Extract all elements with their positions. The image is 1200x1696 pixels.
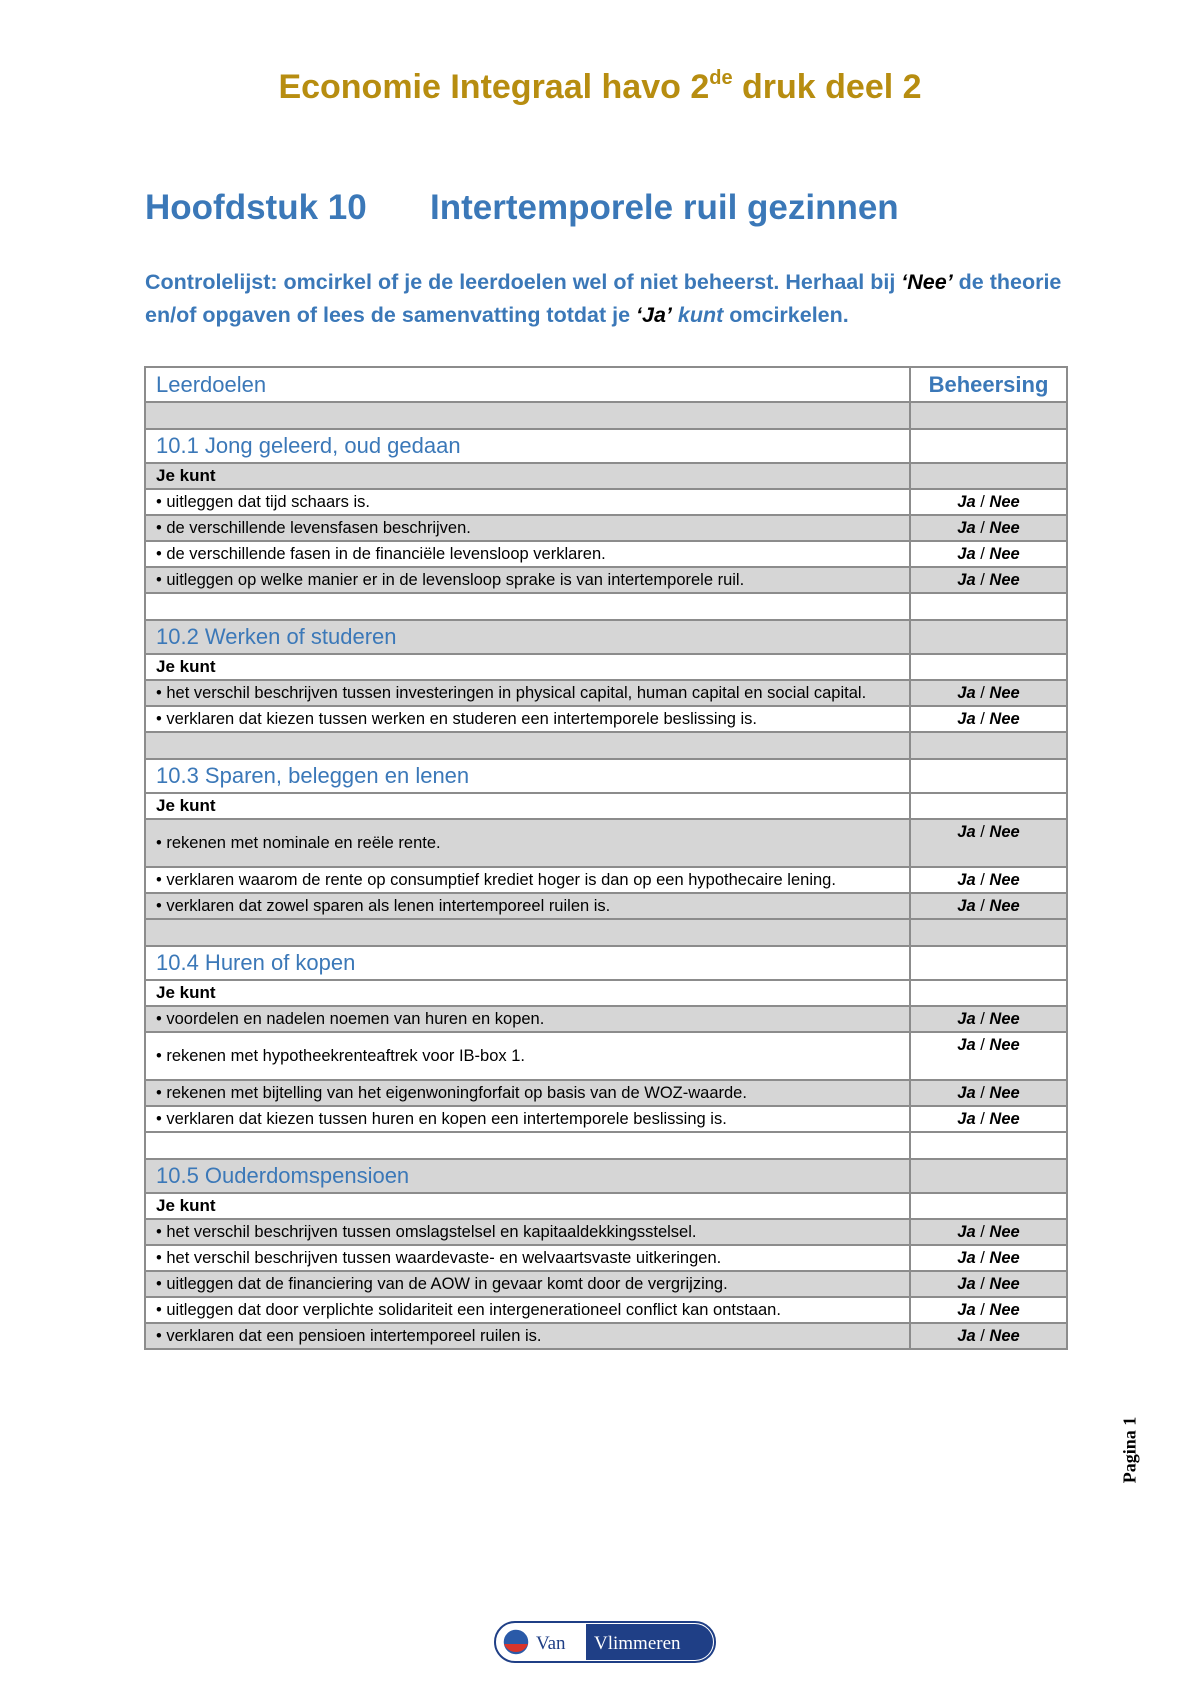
goal-text: • verklaren dat kiezen tussen huren en kopen een intertemporele beslissing is. (156, 1110, 727, 1128)
goal-row (145, 515, 1067, 541)
goal-text: • rekenen met hypotheekrenteaftrek voor IB-box 1. (156, 1047, 525, 1065)
answer-nee[interactable]: Nee (989, 545, 1020, 563)
goal-row (145, 1032, 1067, 1080)
subheading-mastery-cell (910, 463, 1067, 489)
goal-text-cell (145, 706, 910, 732)
spacer-row (145, 593, 1067, 620)
section-mastery-cell (910, 759, 1067, 793)
table-header-row (145, 367, 1067, 402)
intro-paragraph (145, 266, 1075, 332)
goal-text-cell (145, 1032, 910, 1080)
answer-ja[interactable]: Ja (957, 1301, 976, 1319)
goal-text: • de verschillende levensfasen beschrijven. (156, 519, 471, 537)
answer-ja[interactable]: Ja (957, 1249, 976, 1267)
answer-separator: / (975, 684, 990, 702)
mastery-answer[interactable] (910, 1032, 1067, 1080)
goal-row (145, 1297, 1067, 1323)
mastery-answer[interactable] (910, 1323, 1067, 1349)
spacer-cell (910, 402, 1067, 429)
goal-row (145, 1219, 1067, 1245)
answer-separator: / (975, 1223, 990, 1241)
mastery-answer[interactable] (910, 1080, 1067, 1106)
answer-nee[interactable]: Nee (989, 1327, 1020, 1345)
subheading-mastery-cell (910, 654, 1067, 680)
section-mastery-cell (910, 620, 1067, 654)
subheading-je-kunt: Je kunt (145, 1193, 910, 1219)
answer-nee[interactable]: Nee (989, 1301, 1020, 1319)
mastery-answer[interactable] (910, 1271, 1067, 1297)
subheading-je-kunt: Je kunt (145, 793, 910, 819)
answer-ja[interactable]: Ja (957, 871, 976, 889)
intro-text-2: de theorie en/of opgaven of lees de samenvatting totdat je (145, 270, 1062, 327)
logo-text-van: Van (536, 1633, 566, 1654)
goal-row (145, 706, 1067, 732)
spacer-cell (910, 732, 1067, 759)
subheading-row (145, 793, 1067, 819)
goal-row (145, 1006, 1067, 1032)
goal-text: • rekenen met nominale en reële rente. (156, 834, 441, 852)
mastery-answer[interactable] (910, 893, 1067, 919)
answer-nee[interactable]: Nee (989, 1084, 1020, 1102)
answer-nee[interactable]: Nee (989, 1036, 1020, 1054)
mastery-answer[interactable] (910, 867, 1067, 893)
answer-nee[interactable]: Nee (989, 1275, 1020, 1293)
mastery-answer[interactable] (910, 1006, 1067, 1032)
chapter-number: Hoofdstuk 10 (145, 188, 367, 227)
mastery-answer[interactable] (910, 706, 1067, 732)
goal-text-cell (145, 1271, 910, 1297)
answer-nee[interactable]: Nee (989, 710, 1020, 728)
intro-ja: ‘Ja’ (636, 303, 672, 327)
answer-nee[interactable]: Nee (989, 1010, 1020, 1028)
answer-nee[interactable]: Nee (989, 571, 1020, 589)
title-main: Economie Integraal havo 2 (278, 68, 710, 106)
section-title: 10.4 Huren of kopen (145, 946, 910, 980)
goal-text-cell (145, 1245, 910, 1271)
answer-ja[interactable]: Ja (957, 1084, 976, 1102)
page-number: Pagina 1 (1119, 1416, 1140, 1484)
subheading-mastery-cell (910, 980, 1067, 1006)
subheading-row (145, 654, 1067, 680)
section-title: 10.2 Werken of studeren (145, 620, 910, 654)
goal-row (145, 893, 1067, 919)
answer-separator: / (975, 710, 990, 728)
goal-text: • rekenen met bijtelling van het eigenwoningforfait op basis van de WOZ-waarde. (156, 1084, 747, 1102)
goal-text-cell (145, 541, 910, 567)
section-row (145, 759, 1067, 793)
section-mastery-cell (910, 1159, 1067, 1193)
chapter-title: Intertemporele ruil gezinnen (430, 188, 899, 227)
mastery-answer[interactable] (910, 567, 1067, 593)
intro-text-4: omcirkelen. (723, 303, 849, 327)
section-row (145, 1159, 1067, 1193)
goal-row (145, 567, 1067, 593)
answer-ja[interactable]: Ja (957, 684, 976, 702)
spacer-cell (910, 1132, 1067, 1159)
answer-nee[interactable]: Nee (989, 1110, 1020, 1128)
goal-text-cell (145, 515, 910, 541)
answer-ja[interactable]: Ja (957, 545, 976, 563)
subheading-je-kunt: Je kunt (145, 980, 910, 1006)
answer-separator: / (975, 871, 990, 889)
answer-nee[interactable]: Nee (989, 823, 1020, 841)
section-mastery-cell (910, 429, 1067, 463)
goal-text-cell (145, 680, 910, 706)
subheading-row (145, 463, 1067, 489)
answer-separator: / (975, 1036, 990, 1054)
goal-text: • uitleggen dat tijd schaars is. (156, 493, 370, 511)
answer-ja[interactable]: Ja (957, 710, 976, 728)
answer-ja[interactable]: Ja (957, 1275, 976, 1293)
answer-nee[interactable]: Nee (989, 1223, 1020, 1241)
answer-separator: / (975, 1301, 990, 1319)
logo-text-vlimmeren: Vlimmeren (594, 1633, 681, 1654)
goal-row (145, 680, 1067, 706)
document-title (0, 68, 1200, 107)
answer-separator: / (975, 1327, 990, 1345)
van-vlimmeren-logo (494, 1620, 716, 1664)
goal-row (145, 541, 1067, 567)
goal-row (145, 1080, 1067, 1106)
goal-text: • voordelen en nadelen noemen van huren en kopen. (156, 1010, 545, 1028)
title-superscript: de (709, 67, 733, 89)
goal-text-cell (145, 1219, 910, 1245)
goal-text: • uitleggen dat de financiering van de AOW in gevaar komt door de vergrijzing. (156, 1275, 728, 1293)
goal-text: • verklaren dat kiezen tussen werken en studeren een intertemporele beslissing is. (156, 710, 758, 728)
spacer-row (145, 1132, 1067, 1159)
goal-text: • de verschillende fasen in de financiële levensloop verklaren. (156, 545, 606, 563)
answer-ja[interactable]: Ja (957, 897, 976, 915)
spacer-cell (910, 919, 1067, 946)
spacer-row (145, 402, 1067, 429)
goal-text-cell (145, 1080, 910, 1106)
answer-nee[interactable]: Nee (989, 897, 1020, 915)
goal-row (145, 489, 1067, 515)
goal-text-cell (145, 567, 910, 593)
answer-separator: / (975, 823, 990, 841)
column-header-goals: Leerdoelen (145, 367, 910, 402)
goal-text: • verklaren waarom de rente op consumptief krediet hoger is dan op een hypothecaire lening. (156, 871, 836, 889)
answer-nee[interactable]: Nee (989, 519, 1020, 537)
goal-text: • verklaren dat zowel sparen als lenen intertemporeel ruilen is. (156, 897, 611, 915)
title-suffix: druk deel 2 (732, 68, 922, 106)
goal-text: • uitleggen dat door verplichte solidariteit een intergenerationeel conflict kan ontstaan. (156, 1301, 781, 1319)
answer-separator: / (975, 545, 990, 563)
answer-separator: / (975, 519, 990, 537)
subheading-mastery-cell (910, 1193, 1067, 1219)
subheading-row (145, 1193, 1067, 1219)
spacer-cell (145, 593, 910, 620)
answer-separator: / (975, 571, 990, 589)
goal-text: • het verschil beschrijven tussen omslagstelsel en kapitaaldekkingsstelsel. (156, 1223, 697, 1241)
column-header-mastery: Beheersing (910, 367, 1067, 402)
answer-ja[interactable]: Ja (957, 823, 976, 841)
answer-nee[interactable]: Nee (989, 871, 1020, 889)
answer-separator: / (975, 1010, 990, 1028)
mastery-answer[interactable] (910, 819, 1067, 867)
mastery-answer[interactable] (910, 515, 1067, 541)
answer-nee[interactable]: Nee (989, 684, 1020, 702)
goal-text-cell (145, 1323, 910, 1349)
goal-text: • verklaren dat een pensioen intertemporeel ruilen is. (156, 1327, 542, 1345)
goal-row (145, 1245, 1067, 1271)
mastery-answer[interactable] (910, 1106, 1067, 1132)
spacer-row (145, 919, 1067, 946)
answer-ja[interactable]: Ja (957, 1010, 976, 1028)
mastery-answer[interactable] (910, 489, 1067, 515)
goal-row (145, 819, 1067, 867)
answer-separator: / (975, 1084, 990, 1102)
answer-separator: / (975, 493, 990, 511)
goal-text-cell (145, 893, 910, 919)
intro-nee: ‘Nee’ (901, 270, 953, 294)
section-mastery-cell (910, 946, 1067, 980)
answer-ja[interactable]: Ja (957, 1327, 976, 1345)
goal-text-cell (145, 489, 910, 515)
answer-separator: / (975, 1249, 990, 1267)
answer-ja[interactable]: Ja (957, 1223, 976, 1241)
mastery-answer[interactable] (910, 680, 1067, 706)
answer-separator: / (975, 1275, 990, 1293)
mastery-answer[interactable] (910, 541, 1067, 567)
subheading-row (145, 980, 1067, 1006)
goal-text-cell (145, 1297, 910, 1323)
spacer-cell (145, 402, 910, 429)
spacer-cell (910, 593, 1067, 620)
answer-ja[interactable]: Ja (957, 1110, 976, 1128)
goal-text-cell (145, 1106, 910, 1132)
spacer-cell (145, 919, 910, 946)
learning-goals-table (144, 366, 1068, 1350)
answer-separator: / (975, 897, 990, 915)
mastery-answer[interactable] (910, 1297, 1067, 1323)
intro-kunt: kunt (677, 303, 724, 327)
spacer-cell (145, 1132, 910, 1159)
subheading-je-kunt: Je kunt (145, 654, 910, 680)
section-title: 10.5 Ouderdomspensioen (145, 1159, 910, 1193)
goal-text-cell (145, 819, 910, 867)
section-title: 10.3 Sparen, beleggen en lenen (145, 759, 910, 793)
spacer-cell (145, 732, 910, 759)
goal-text: • het verschil beschrijven tussen investeringen in physical capital, human capital en social capital. (156, 684, 867, 702)
chapter-heading (145, 188, 899, 228)
subheading-mastery-cell (910, 793, 1067, 819)
answer-ja[interactable]: Ja (957, 493, 976, 511)
goal-text: • uitleggen op welke manier er in de levensloop sprake is van intertemporele ruil. (156, 571, 745, 589)
goal-row (145, 1106, 1067, 1132)
section-row (145, 620, 1067, 654)
answer-ja[interactable]: Ja (957, 1036, 976, 1054)
section-row (145, 429, 1067, 463)
answer-nee[interactable]: Nee (989, 1249, 1020, 1267)
goal-text-cell (145, 1006, 910, 1032)
section-title: 10.1 Jong geleerd, oud gedaan (145, 429, 910, 463)
answer-ja[interactable]: Ja (957, 519, 976, 537)
answer-nee[interactable]: Nee (989, 493, 1020, 511)
goal-text: • het verschil beschrijven tussen waardevaste- en welvaartsvaste uitkeringen. (156, 1249, 722, 1267)
subheading-je-kunt: Je kunt (145, 463, 910, 489)
goal-row (145, 867, 1067, 893)
answer-ja[interactable]: Ja (957, 571, 976, 589)
answer-separator: / (975, 1110, 990, 1128)
mastery-answer[interactable] (910, 1245, 1067, 1271)
goal-row (145, 1271, 1067, 1297)
intro-text-1: Controlelijst: omcirkel of je de leerdoelen wel of niet beheerst. Herhaal bij (145, 270, 902, 294)
mastery-answer[interactable] (910, 1219, 1067, 1245)
goal-row (145, 1323, 1067, 1349)
section-row (145, 946, 1067, 980)
goal-text-cell (145, 867, 910, 893)
spacer-row (145, 732, 1067, 759)
